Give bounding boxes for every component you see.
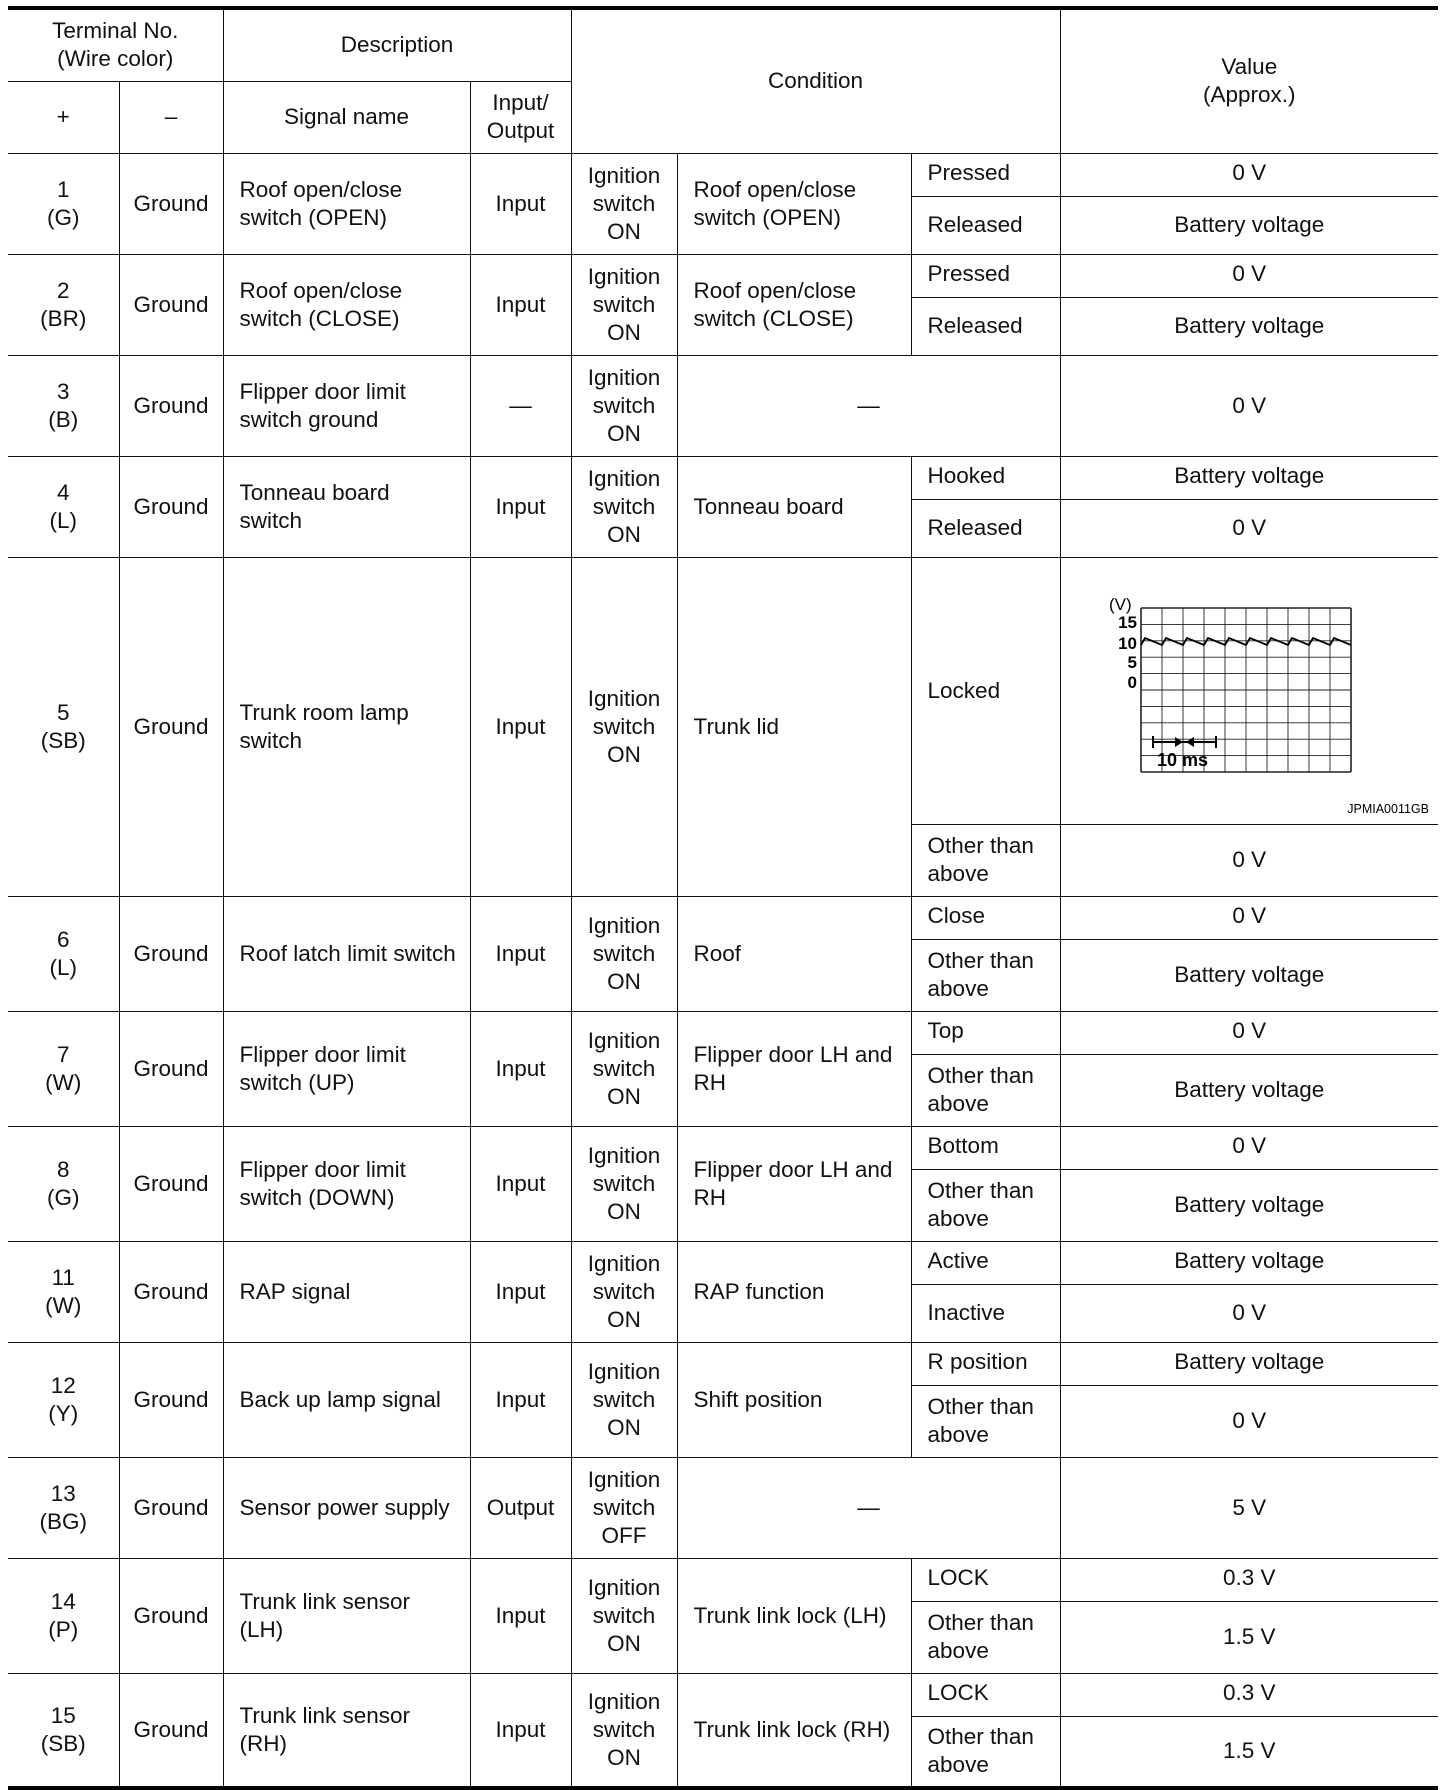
terminal-cell: 7 (W) xyxy=(8,1011,119,1126)
terminal-spec-table xyxy=(8,6,1438,1790)
state-cell: Hooked xyxy=(911,456,1060,499)
value-cell: 0 V xyxy=(1060,1011,1438,1054)
table-row xyxy=(8,1558,1438,1601)
terminal-cell: 15 (SB) xyxy=(8,1673,119,1788)
terminal-cell: 8 (G) xyxy=(8,1126,119,1241)
io-cell: — xyxy=(470,355,571,456)
terminal-cell: 14 (P) xyxy=(8,1558,119,1673)
terminal-spec-table-wrapper xyxy=(8,6,1438,1790)
io-cell: Input xyxy=(470,896,571,1011)
ground-cell: Ground xyxy=(119,1342,223,1457)
io-cell: Input xyxy=(470,1241,571,1342)
state-cell: Top xyxy=(911,1011,1060,1054)
table-row xyxy=(8,355,1438,456)
waveform-y-tick: 0 xyxy=(1127,673,1137,692)
state-cell: Released xyxy=(911,196,1060,254)
condition-cell: Flipper door LH and RH xyxy=(677,1126,911,1241)
value-cell: Battery voltage xyxy=(1060,456,1438,499)
terminal-cell: 6 (L) xyxy=(8,896,119,1011)
state-cell: Released xyxy=(911,297,1060,355)
ignition-cell: Ignition switch ON xyxy=(571,153,677,254)
state-cell: Pressed xyxy=(911,153,1060,196)
terminal-cell: 2 (BR) xyxy=(8,254,119,355)
state-cell: LOCK xyxy=(911,1558,1060,1601)
signal-name-cell: RAP signal xyxy=(223,1241,470,1342)
ground-cell: Ground xyxy=(119,1011,223,1126)
table-row xyxy=(8,896,1438,939)
time-scale-label: 10 ms xyxy=(1156,750,1208,770)
header-row-1 xyxy=(8,8,1438,81)
ignition-cell: Ignition switch ON xyxy=(571,1011,677,1126)
value-cell: Battery voltage xyxy=(1060,1054,1438,1126)
state-cell: Other than above xyxy=(911,1601,1060,1673)
io-cell: Input xyxy=(470,557,571,896)
signal-name-cell: Flipper door limit switch ground xyxy=(223,355,470,456)
state-cell: Active xyxy=(911,1241,1060,1284)
ignition-cell: Ignition switch ON xyxy=(571,1241,677,1342)
state-cell: Released xyxy=(911,499,1060,557)
ignition-cell: Ignition switch ON xyxy=(571,1558,677,1673)
value-cell: 0 V xyxy=(1060,896,1438,939)
ground-cell: Ground xyxy=(119,1126,223,1241)
table-row xyxy=(8,456,1438,499)
value-cell: Battery voltage xyxy=(1060,297,1438,355)
condition-cell: Trunk link lock (LH) xyxy=(677,1558,911,1673)
state-cell: Other than above xyxy=(911,1716,1060,1788)
signal-name-cell: Roof open/close switch (CLOSE) xyxy=(223,254,470,355)
ignition-cell: Ignition switch ON xyxy=(571,557,677,896)
header-condition: Condition xyxy=(571,8,1060,153)
condition-cell: Trunk link lock (RH) xyxy=(677,1673,911,1788)
state-cell: LOCK xyxy=(911,1673,1060,1716)
value-cell: 0 V xyxy=(1060,254,1438,297)
io-cell: Input xyxy=(470,254,571,355)
condition-cell: Roof xyxy=(677,896,911,1011)
ignition-cell: Ignition switch ON xyxy=(571,896,677,1011)
terminal-cell: 12 (Y) xyxy=(8,1342,119,1457)
value-cell: Battery voltage xyxy=(1060,196,1438,254)
value-cell: 0.3 V xyxy=(1060,1673,1438,1716)
signal-name-cell: Trunk link sensor (RH) xyxy=(223,1673,470,1788)
io-cell: Input xyxy=(470,1673,571,1788)
state-cell: Inactive xyxy=(911,1284,1060,1342)
state-cell: Other than above xyxy=(911,1054,1060,1126)
condition-cell: — xyxy=(677,1457,1060,1558)
ground-cell: Ground xyxy=(119,1673,223,1788)
state-cell: Other than above xyxy=(911,1385,1060,1457)
arrow-head-icon xyxy=(1175,737,1183,747)
waveform-y-tick: 5 xyxy=(1127,653,1137,672)
signal-name-cell: Flipper door limit switch (DOWN) xyxy=(223,1126,470,1241)
terminal-cell: 1 (G) xyxy=(8,153,119,254)
condition-cell: Trunk lid xyxy=(677,557,911,896)
condition-cell: Shift position xyxy=(677,1342,911,1457)
ignition-cell: Ignition switch ON xyxy=(571,254,677,355)
ignition-cell: Ignition switch ON xyxy=(571,1673,677,1788)
terminal-cell: 13 (BG) xyxy=(8,1457,119,1558)
io-cell: Input xyxy=(470,1558,571,1673)
signal-name-cell: Flipper door limit switch (UP) xyxy=(223,1011,470,1126)
value-cell: Battery voltage xyxy=(1060,1342,1438,1385)
value-cell: 0 V xyxy=(1060,1284,1438,1342)
header-plus: + xyxy=(8,81,119,153)
ground-cell: Ground xyxy=(119,896,223,1011)
ground-cell: Ground xyxy=(119,153,223,254)
header-minus: – xyxy=(119,81,223,153)
ignition-cell: Ignition switch ON xyxy=(571,1342,677,1457)
ground-cell: Ground xyxy=(119,456,223,557)
header-input-output: Input/ Output xyxy=(470,81,571,153)
value-cell: 5 V xyxy=(1060,1457,1438,1558)
state-cell: Other than above xyxy=(911,1169,1060,1241)
table-row xyxy=(8,1342,1438,1385)
ignition-cell: Ignition switch ON xyxy=(571,456,677,557)
ground-cell: Ground xyxy=(119,1558,223,1673)
condition-cell: Tonneau board xyxy=(677,456,911,557)
value-cell: 0 V xyxy=(1060,1126,1438,1169)
header-signal-name: Signal name xyxy=(223,81,470,153)
ignition-cell: Ignition switch ON xyxy=(571,355,677,456)
terminal-cell: 5 (SB) xyxy=(8,557,119,896)
condition-cell: Roof open/close switch (CLOSE) xyxy=(677,254,911,355)
io-cell: Input xyxy=(470,456,571,557)
ground-cell: Ground xyxy=(119,355,223,456)
state-cell: Other than above xyxy=(911,824,1060,896)
waveform-cell xyxy=(1060,557,1438,824)
table-row xyxy=(8,153,1438,196)
value-cell: 0 V xyxy=(1060,824,1438,896)
value-cell: 0.3 V xyxy=(1060,1558,1438,1601)
terminal-cell: 11 (W) xyxy=(8,1241,119,1342)
waveform-y-tick: 10 xyxy=(1117,634,1137,653)
ground-cell: Ground xyxy=(119,1241,223,1342)
condition-cell: RAP function xyxy=(677,1241,911,1342)
signal-name-cell: Roof open/close switch (OPEN) xyxy=(223,153,470,254)
header-terminal-no: Terminal No. (Wire color) xyxy=(8,8,223,81)
io-cell: Input xyxy=(470,1126,571,1241)
value-cell: 0 V xyxy=(1060,153,1438,196)
value-cell: Battery voltage xyxy=(1060,1169,1438,1241)
value-cell: 0 V xyxy=(1060,1385,1438,1457)
state-cell: R position xyxy=(911,1342,1060,1385)
io-cell: Input xyxy=(470,1342,571,1457)
value-cell: 0 V xyxy=(1060,499,1438,557)
ground-cell: Ground xyxy=(119,1457,223,1558)
state-cell: Bottom xyxy=(911,1126,1060,1169)
value-cell: 0 V xyxy=(1060,355,1438,456)
figure-id-label: JPMIA0011GB xyxy=(1346,802,1429,816)
io-cell: Input xyxy=(470,153,571,254)
state-cell: Close xyxy=(911,896,1060,939)
signal-name-cell: Tonneau board switch xyxy=(223,456,470,557)
ignition-cell: Ignition switch ON xyxy=(571,1126,677,1241)
terminal-cell: 3 (B) xyxy=(8,355,119,456)
waveform-y-tick: 15 xyxy=(1117,613,1137,632)
table-row xyxy=(8,1011,1438,1054)
terminal-cell: 4 (L) xyxy=(8,456,119,557)
table-row xyxy=(8,1241,1438,1284)
ground-cell: Ground xyxy=(119,557,223,896)
signal-name-cell: Roof latch limit switch xyxy=(223,896,470,1011)
ground-cell: Ground xyxy=(119,254,223,355)
signal-name-cell: Back up lamp signal xyxy=(223,1342,470,1457)
value-cell: Battery voltage xyxy=(1060,1241,1438,1284)
arrow-head-icon xyxy=(1186,737,1194,747)
value-cell: Battery voltage xyxy=(1060,939,1438,1011)
header-description: Description xyxy=(223,8,571,81)
io-cell: Input xyxy=(470,1011,571,1126)
table-row xyxy=(8,1673,1438,1716)
signal-name-cell: Trunk room lamp switch xyxy=(223,557,470,896)
table-row xyxy=(8,1126,1438,1169)
table-row xyxy=(8,254,1438,297)
condition-cell: — xyxy=(677,355,1060,456)
waveform-unit-label: (V) xyxy=(1108,595,1132,614)
table-row xyxy=(8,1457,1438,1558)
signal-name-cell: Sensor power supply xyxy=(223,1457,470,1558)
signal-name-cell: Trunk link sensor (LH) xyxy=(223,1558,470,1673)
value-cell: 1.5 V xyxy=(1060,1601,1438,1673)
state-cell: Locked xyxy=(911,557,1060,824)
value-cell: 1.5 V xyxy=(1060,1716,1438,1788)
table-row xyxy=(8,557,1438,824)
io-cell: Output xyxy=(470,1457,571,1558)
state-cell: Other than above xyxy=(911,939,1060,1011)
condition-cell: Roof open/close switch (OPEN) xyxy=(677,153,911,254)
header-value: Value (Approx.) xyxy=(1060,8,1438,153)
condition-cell: Flipper door LH and RH xyxy=(677,1011,911,1126)
ignition-cell: Ignition switch OFF xyxy=(571,1457,677,1558)
waveform-graph xyxy=(1061,558,1439,823)
state-cell: Pressed xyxy=(911,254,1060,297)
